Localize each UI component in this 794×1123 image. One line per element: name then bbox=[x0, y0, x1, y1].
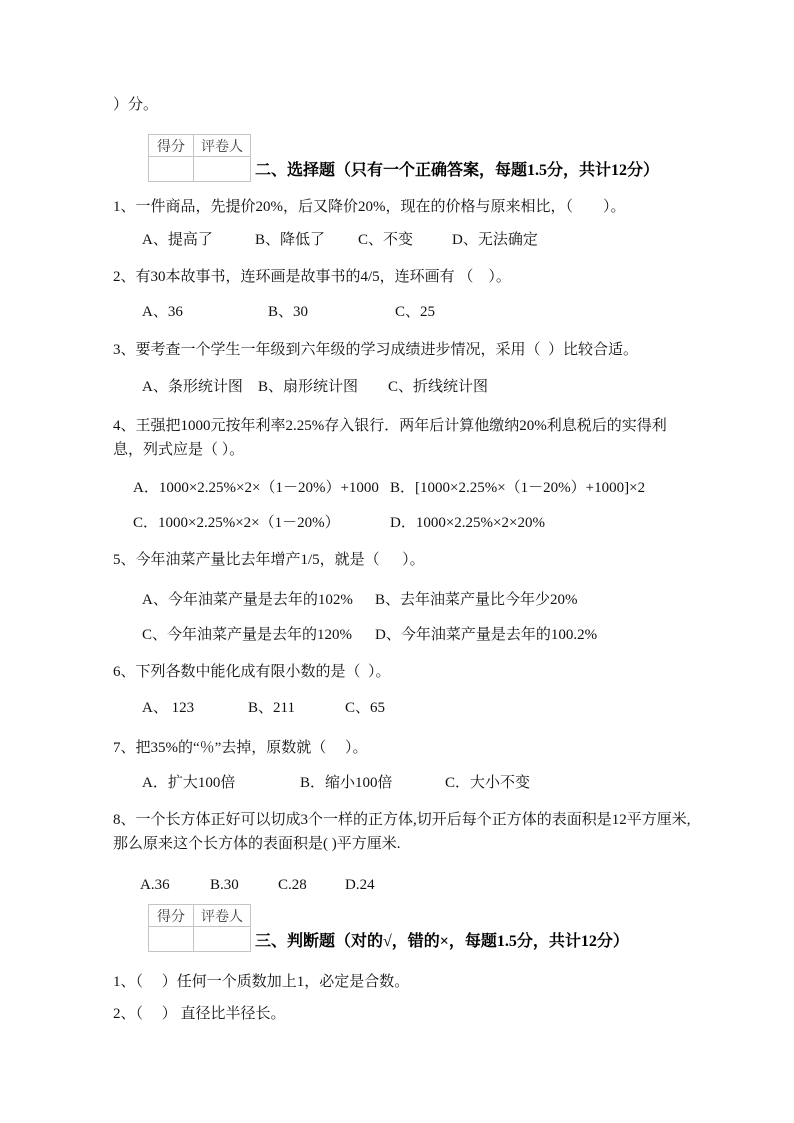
option-label: C、今年油菜产量是去年的120% bbox=[142, 627, 353, 643]
option-label: B．[1000×2.25%×（1－20%）+1000]×2 bbox=[390, 480, 646, 496]
option-label: B．缩小100倍 bbox=[300, 775, 393, 791]
option-label: A.36 bbox=[140, 877, 170, 893]
grader-label-cell: 评卷人 bbox=[194, 135, 251, 157]
grader-value-cell bbox=[194, 157, 251, 182]
question-text: 8、一个长方体正好可以切成3个一样的正方体,切开后每个正方体的表面积是12平方厘米,那么原来这个长方体的表面积是( )平方厘米. bbox=[113, 812, 691, 852]
score-table-choice bbox=[148, 134, 251, 182]
score-label-cell: 得分 bbox=[149, 905, 194, 927]
option-label: A．扩大100倍 bbox=[142, 775, 236, 791]
score-table-blank-row bbox=[149, 157, 251, 182]
option-label: A、提高了 bbox=[142, 232, 213, 248]
score-table-blank-row bbox=[149, 927, 251, 952]
score-table-header-row bbox=[149, 135, 251, 157]
grader-label-cell: 评卷人 bbox=[194, 905, 251, 927]
option-label: C、65 bbox=[345, 700, 386, 716]
option-label: D、今年油菜产量是去年的100.2% bbox=[375, 627, 598, 643]
question-text: 3、要考查一个学生一年级到六年级的学习成绩进步情况，采用（ ）比较合适。 bbox=[113, 342, 639, 358]
option-label: A、36 bbox=[142, 304, 183, 320]
question-text: 2、有30本故事书，连环画是故事书的4/5，连环画有 （ ）。 bbox=[113, 269, 511, 285]
option-label: A．1000×2.25%×2×（1－20%）+1000 bbox=[133, 480, 379, 496]
score-table-judge bbox=[148, 904, 251, 952]
option-label: D.24 bbox=[345, 877, 375, 893]
option-label: B、扇形统计图 bbox=[258, 379, 359, 395]
option-label: C、折线统计图 bbox=[388, 379, 489, 395]
option-label: D、无法确定 bbox=[452, 232, 538, 248]
option-label: B.30 bbox=[210, 877, 239, 893]
score-value-cell bbox=[149, 927, 194, 952]
option-label: B、211 bbox=[248, 700, 295, 716]
question-text: 4、王强把1000元按年利率2.25%存入银行．两年后计算他缴纳20%利息税后的实得利息，列式应是（ ）。 bbox=[113, 418, 667, 458]
question-text: 1、（ ）任何一个质数加上1，必定是合数。 bbox=[113, 974, 410, 990]
score-table-header-row bbox=[149, 905, 251, 927]
score-label-cell: 得分 bbox=[149, 135, 194, 157]
option-label: C.28 bbox=[278, 877, 307, 893]
score-value-cell bbox=[149, 157, 194, 182]
option-label: C、25 bbox=[395, 304, 436, 320]
option-label: C、不变 bbox=[358, 232, 414, 248]
option-label: C．1000×2.25%×2×（1－20%） bbox=[133, 515, 340, 531]
option-label: D．1000×2.25%×2×20% bbox=[390, 515, 545, 531]
question-text: 1、一件商品，先提价20%，后又降价20%，现在的价格与原来相比，（ ）。 bbox=[113, 199, 626, 215]
question-text: 7、把35%的“％”去掉，原数就（ ）。 bbox=[113, 740, 368, 756]
option-label: B、降低了 bbox=[255, 232, 326, 248]
section-title-judge: 三、判断题（对的√，错的×，每题1.5分，共计12分） bbox=[255, 933, 629, 950]
prefix-line: ）分。 bbox=[113, 97, 159, 113]
option-label: A、条形统计图 bbox=[142, 379, 243, 395]
option-label: C．大小不变 bbox=[445, 775, 531, 791]
section-title-choice: 二、选择题（只有一个正确答案，每题1.5分，共计12分） bbox=[255, 162, 660, 179]
option-label: B、30 bbox=[268, 304, 309, 320]
option-label: A、 123 bbox=[142, 700, 195, 716]
option-label: B、去年油菜产量比今年少20% bbox=[375, 592, 578, 608]
option-label: A、今年油菜产量是去年的102% bbox=[142, 592, 353, 608]
grader-value-cell bbox=[194, 927, 251, 952]
question-text: 5、今年油菜产量比去年增产1/5，就是（ ）。 bbox=[113, 552, 425, 568]
question-text: 6、下列各数中能化成有限小数的是（ ）。 bbox=[113, 664, 391, 680]
question-text: 2、（ ） 直径比半径长。 bbox=[113, 1006, 286, 1022]
